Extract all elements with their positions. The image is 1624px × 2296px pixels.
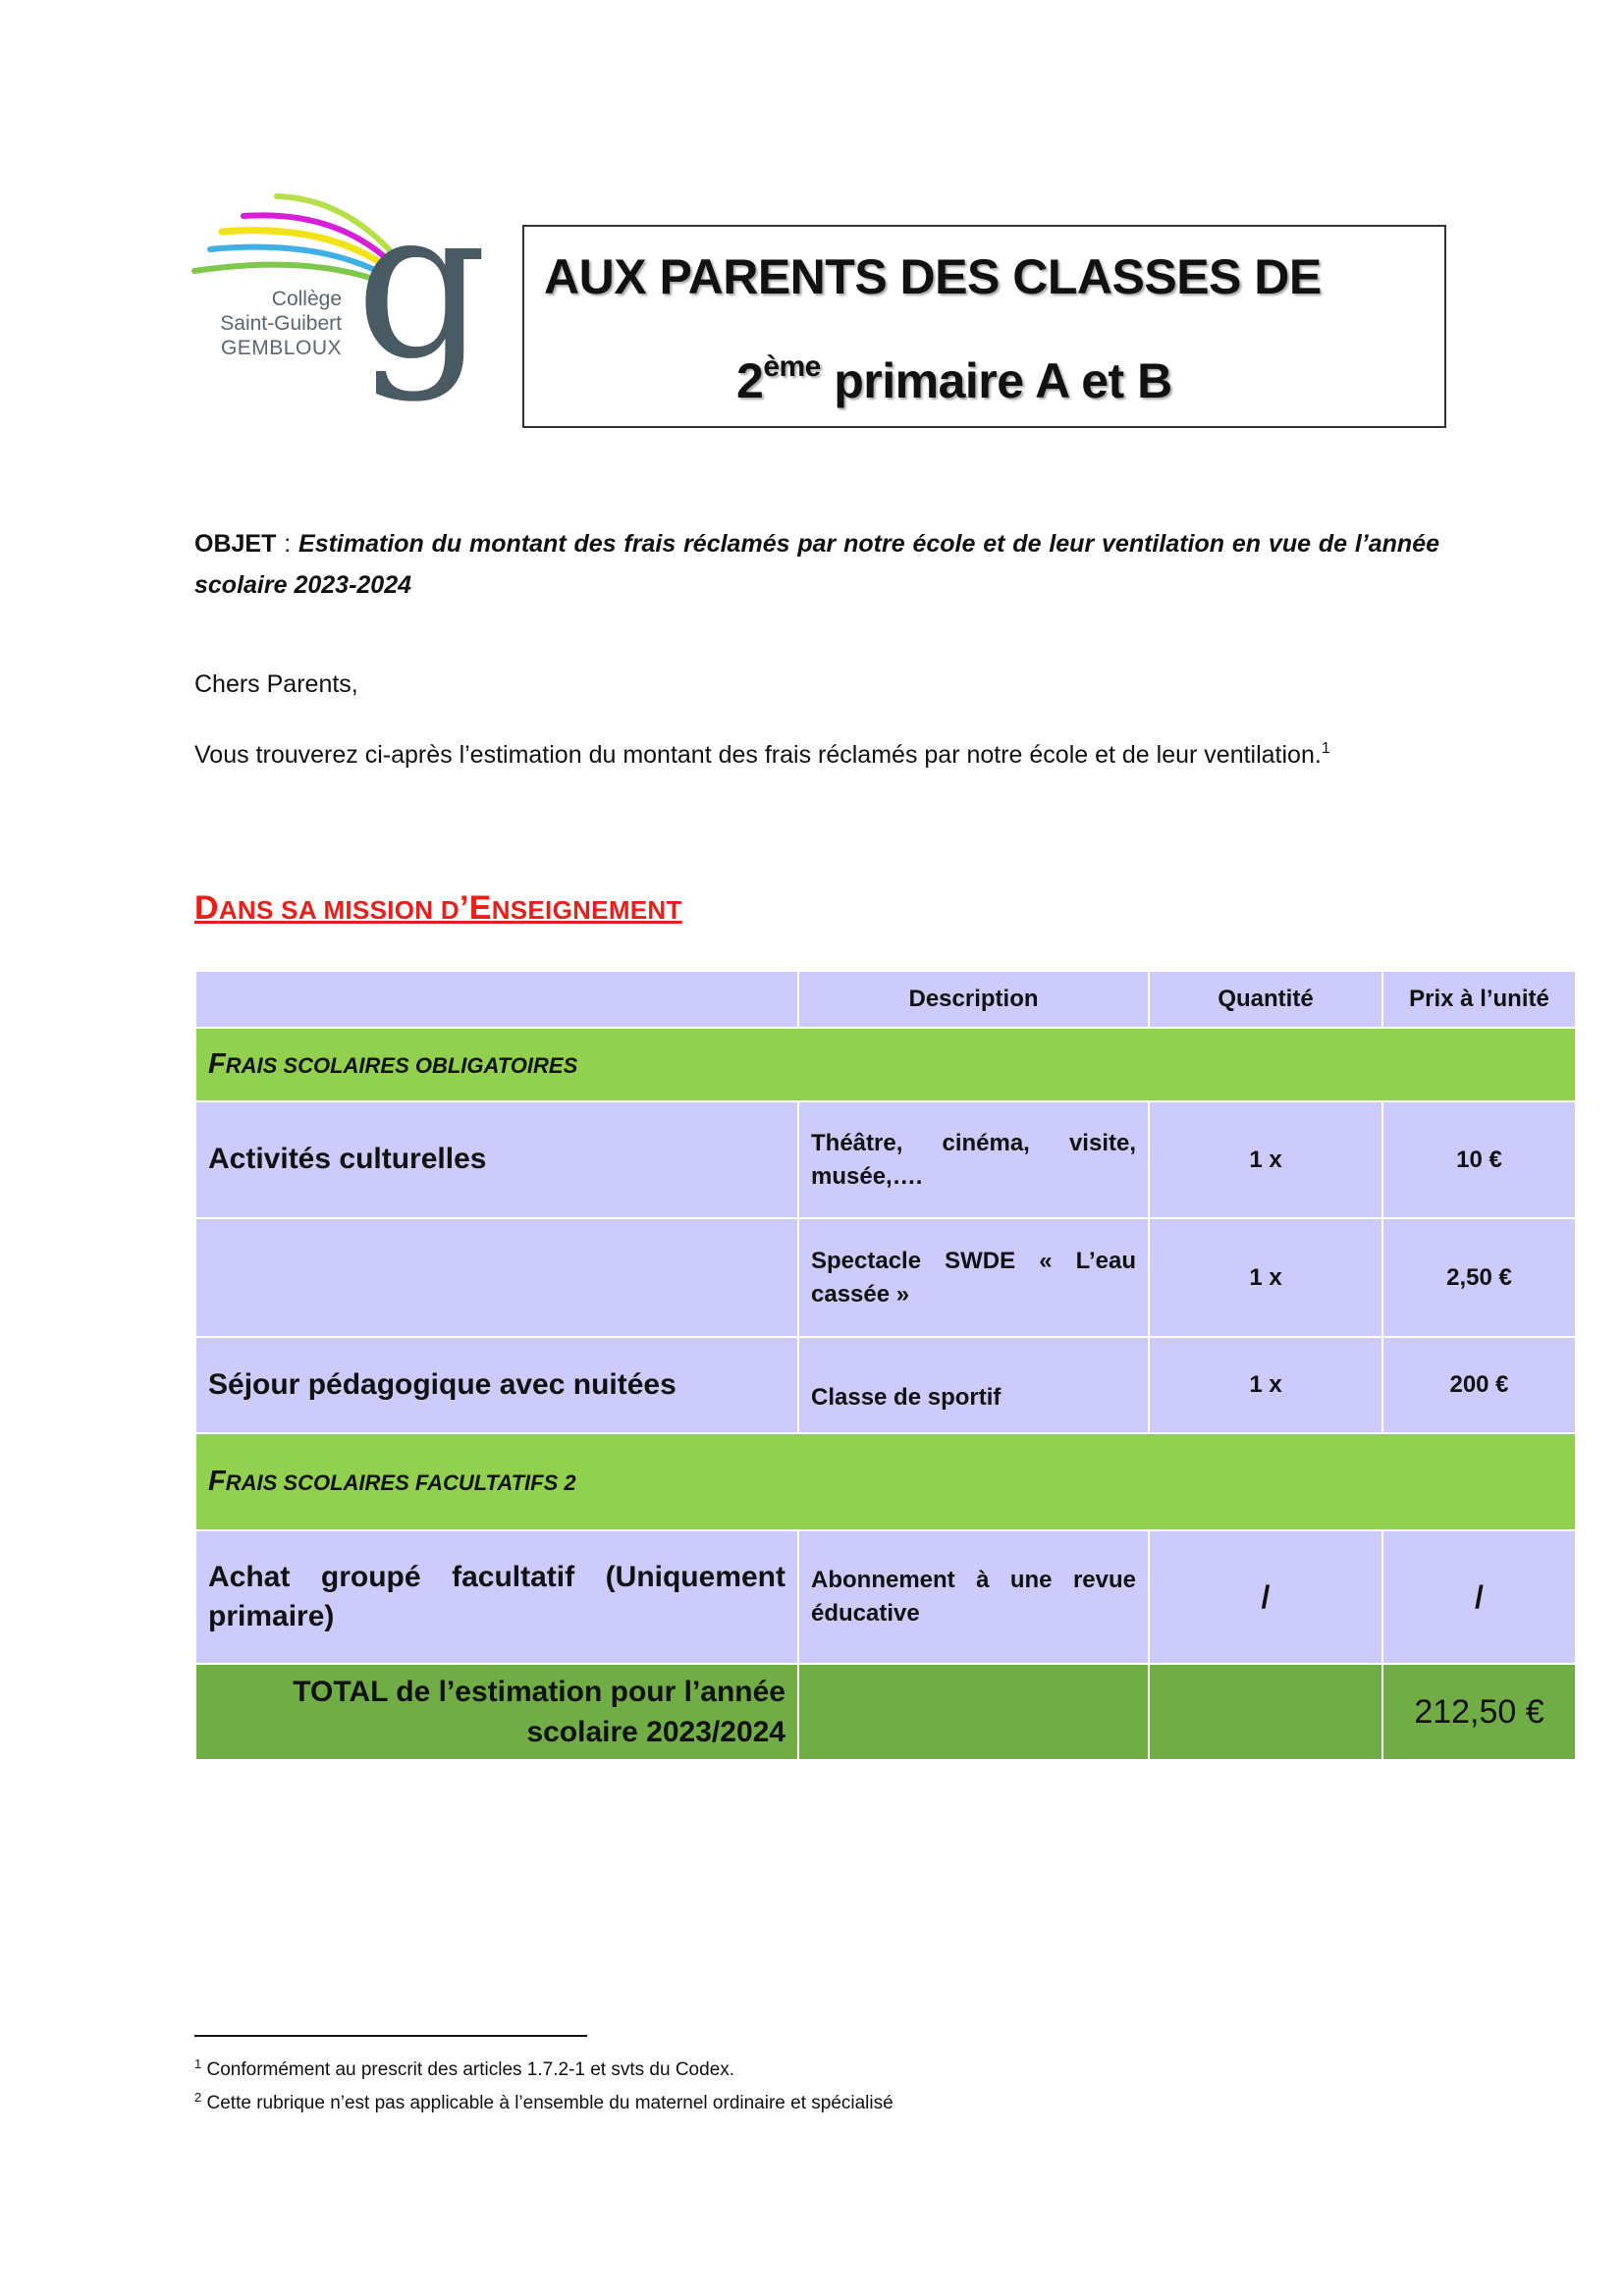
row-quantity: 1 x	[1149, 1337, 1382, 1433]
table-header-row	[195, 971, 1576, 1028]
footnote-separator	[194, 2035, 587, 2037]
subject-paragraph	[194, 523, 1439, 606]
title-line-2	[736, 352, 1172, 409]
group1-cap: F	[208, 1048, 226, 1080]
total-value: 212,50 €	[1382, 1664, 1576, 1760]
section-title-part-1: ANS SA MISSION D	[218, 895, 460, 925]
greeting: Chers Parents,	[194, 670, 358, 698]
row-quantity: 1 x	[1149, 1101, 1382, 1218]
optional-row-label: Achat groupé facultatif (Uniquement primaire)	[195, 1530, 798, 1664]
footnote-2	[194, 2089, 893, 2118]
header-empty	[195, 971, 798, 1028]
group-header-mandatory	[195, 1028, 1576, 1101]
group1-rest: RAIS SCOLAIRES OBLIGATOIRES	[225, 1053, 578, 1078]
title-grade-number: 2	[736, 353, 764, 408]
header-quantity: Quantité	[1149, 971, 1382, 1028]
section-title-cap-1: D	[194, 889, 219, 927]
row-label: Séjour pédagogique avec nuitées	[195, 1337, 798, 1433]
section-title-cap-2: ’E	[459, 889, 492, 927]
row-price: 200 €	[1382, 1337, 1576, 1433]
group-title-optional	[195, 1433, 1576, 1530]
logo-city: GEMBLOUX	[220, 337, 342, 359]
optional-row-price: /	[1382, 1530, 1576, 1664]
footnote-1-text: Conformément au prescrit des articles 1.7.2-1 et svts du Codex.	[201, 2059, 735, 2080]
total-empty-qty	[1149, 1664, 1382, 1760]
row-price: 2,50 €	[1382, 1218, 1576, 1337]
title-box	[522, 225, 1446, 428]
title-grade-rest: primaire A et B	[820, 353, 1172, 408]
title-grade-suffix: ème	[763, 350, 821, 383]
logo-college: Collège	[271, 288, 342, 310]
total-row	[195, 1664, 1576, 1760]
table-row-optional	[195, 1530, 1576, 1664]
intro-paragraph	[194, 736, 1439, 774]
section-title-part-2: NSEIGNEMENT	[491, 895, 682, 925]
optional-row-description: Abonnement à une revue éducative	[798, 1530, 1149, 1664]
group-title-mandatory	[195, 1028, 1576, 1101]
logo-g-letter: g	[355, 164, 488, 404]
row-description: Spectacle SWDE « L’eau cassée »	[798, 1218, 1149, 1337]
subject-separator: :	[276, 530, 299, 558]
subject-label: OBJET	[194, 530, 277, 558]
footnote-2-number: 2	[194, 2090, 202, 2105]
title-line-1: AUX PARENTS DES CLASSES DE	[544, 249, 1322, 304]
optional-row-quantity: /	[1149, 1530, 1382, 1664]
footnote-1-number: 1	[194, 2056, 202, 2071]
footnote-ref-1: 1	[1321, 740, 1330, 757]
footnote-1	[194, 2056, 734, 2085]
row-label: Activités culturelles	[195, 1101, 798, 1218]
logo-school-name: Saint-Guibert	[220, 312, 342, 335]
intro-text: Vous trouverez ci-après l’estimation du montant des frais réclamés par notre école et de leur ventilation.	[194, 741, 1322, 769]
section-title	[194, 889, 682, 928]
row-label	[195, 1218, 798, 1337]
group-header-optional	[195, 1433, 1576, 1530]
total-empty-desc	[798, 1664, 1149, 1760]
fees-table	[194, 970, 1577, 1761]
row-price: 10 €	[1382, 1101, 1576, 1218]
group2-cap: F	[208, 1466, 226, 1497]
table-row	[195, 1101, 1576, 1218]
row-description: Classe de sportif	[798, 1337, 1149, 1433]
group2-rest: RAIS SCOLAIRES FACULTATIFS	[225, 1470, 559, 1495]
table-row	[195, 1218, 1576, 1337]
subject-text: Estimation du montant des frais réclamés par notre école et de leur ventilation en vue de l’année scolaire 2023-2024	[194, 530, 1440, 599]
header-unit-price: Prix à l’unité	[1382, 971, 1576, 1028]
group2-footnote-ref: 2	[558, 1470, 576, 1495]
row-quantity: 1 x	[1149, 1218, 1382, 1337]
row-description: Théâtre, cinéma, visite, musée,….	[798, 1101, 1149, 1218]
footnote-2-text: Cette rubrique n’est pas applicable à l’ensemble du maternel ordinaire et spécialisé	[201, 2093, 893, 2113]
school-logo	[192, 164, 488, 404]
table-row	[195, 1337, 1576, 1433]
header-description: Description	[798, 971, 1149, 1028]
total-label: TOTAL de l’estimation pour l’année scolaire 2023/2024	[195, 1664, 798, 1760]
